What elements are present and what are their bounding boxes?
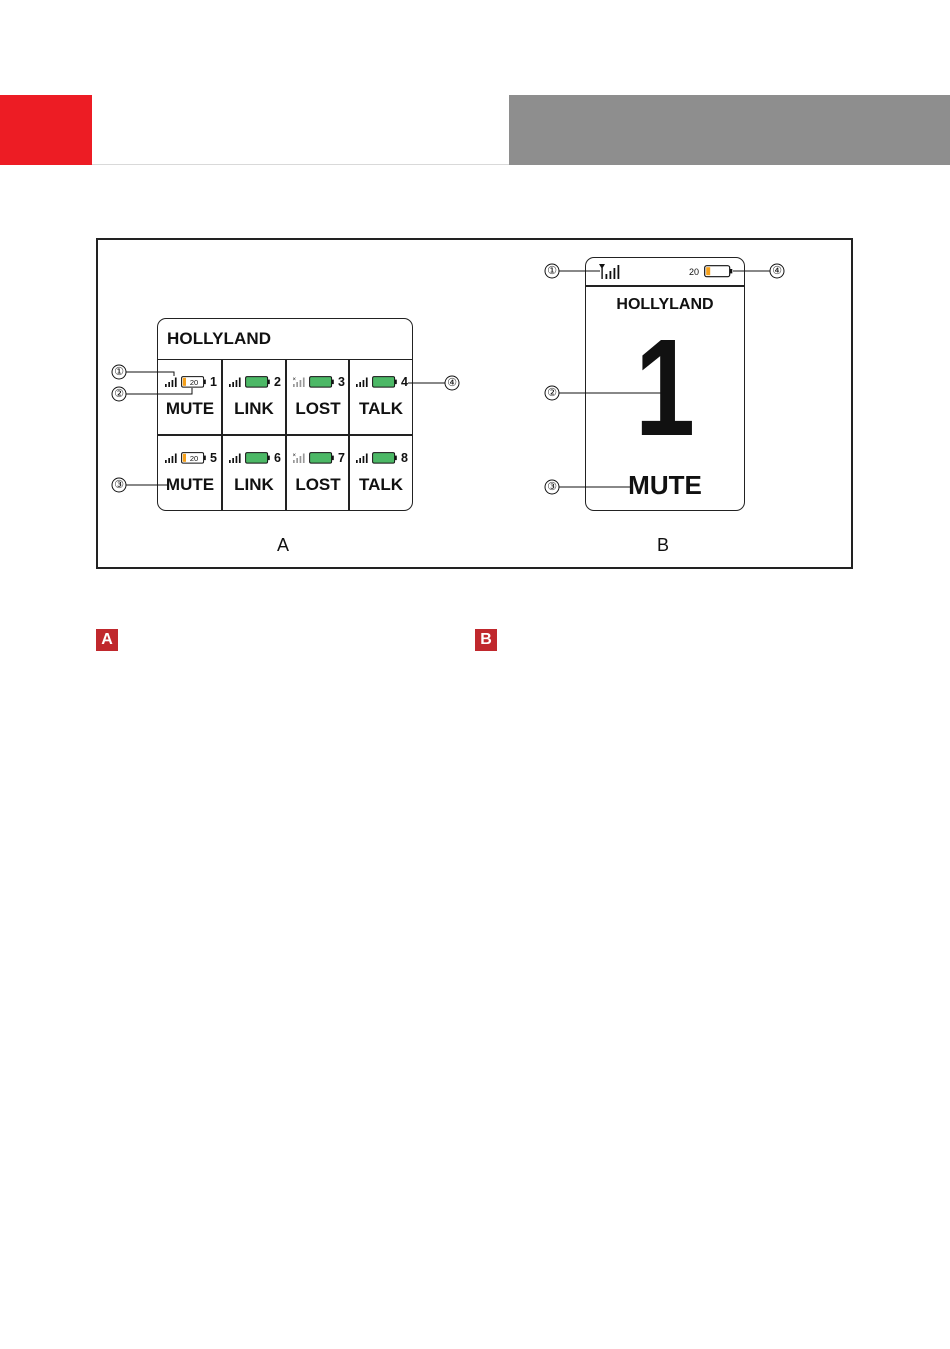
channel-cell xyxy=(158,359,222,435)
battery-percent: 20 xyxy=(689,267,700,277)
battery-icon xyxy=(372,376,396,388)
channel-state: TALK xyxy=(358,475,404,494)
battery-percent: 20 xyxy=(189,378,199,387)
battery-percent: 20 xyxy=(189,454,199,463)
channel-state: TALK xyxy=(358,399,404,418)
callout-4: ④ xyxy=(772,265,782,277)
screen-a-display xyxy=(157,318,413,511)
channel-state: MUTE xyxy=(165,399,215,418)
caption-a: A xyxy=(277,535,290,555)
signal-icon xyxy=(165,376,179,388)
channel-state: MUTE xyxy=(628,470,702,500)
status-divider xyxy=(586,285,744,287)
channel-state: LINK xyxy=(234,399,274,418)
signal-icon xyxy=(599,263,621,280)
callout-2: ② xyxy=(114,388,124,400)
channel-status-row xyxy=(286,376,350,389)
channel-number: 7 xyxy=(338,451,345,465)
section-tag-a: A xyxy=(96,629,118,651)
signal-icon xyxy=(229,376,243,388)
callout-1: ① xyxy=(114,366,124,378)
channel-cell xyxy=(222,435,286,511)
channel-cell xyxy=(286,435,350,511)
callout-2: ② xyxy=(547,387,557,399)
channel-status-row xyxy=(158,452,222,465)
channel-state: MUTE xyxy=(165,475,215,494)
callout-3: ③ xyxy=(547,481,557,493)
channel-status-row xyxy=(349,376,413,389)
callout-3: ③ xyxy=(114,479,124,491)
callout-4: ④ xyxy=(447,377,457,389)
channel-status-row xyxy=(158,376,222,389)
signal-icon xyxy=(356,452,370,464)
header-divider xyxy=(92,164,509,165)
channel-status-row xyxy=(222,376,286,389)
battery-icon xyxy=(181,376,205,388)
channel-number: 1 xyxy=(210,375,217,389)
battery-icon xyxy=(309,376,333,388)
screen-b-brand: HOLLYLAND xyxy=(616,296,714,313)
svg-text:×: × xyxy=(292,377,297,383)
signal-icon xyxy=(229,452,243,464)
channel-cell xyxy=(286,359,350,435)
channel-number: 8 xyxy=(401,451,408,465)
channel-cell xyxy=(349,359,413,435)
channel-state: LOST xyxy=(295,399,341,418)
battery-icon xyxy=(245,376,269,388)
channel-number: 6 xyxy=(274,451,281,465)
screen-b-display xyxy=(585,257,745,511)
channel-number: 3 xyxy=(338,375,345,389)
channel-status-row xyxy=(286,452,350,465)
battery-icon xyxy=(372,452,396,464)
callout-1: ① xyxy=(547,265,557,277)
channel-cell xyxy=(349,435,413,511)
channel-state: LOST xyxy=(295,475,341,494)
header-red-block xyxy=(0,95,92,165)
channel-state: LINK xyxy=(234,475,274,494)
battery-icon xyxy=(181,452,205,464)
caption-b: B xyxy=(657,535,670,555)
channel-status-row xyxy=(349,452,413,465)
section-tag-b: B xyxy=(475,629,497,651)
channel-number: 4 xyxy=(401,375,408,389)
channel-status-row xyxy=(222,452,286,465)
signal-icon xyxy=(293,452,307,464)
channel-number: 5 xyxy=(210,451,217,465)
channel-cell xyxy=(222,359,286,435)
channel-cell xyxy=(158,435,222,511)
svg-text:×: × xyxy=(292,453,297,459)
header-gray-block xyxy=(509,95,950,165)
battery-icon xyxy=(704,265,734,278)
signal-icon xyxy=(165,452,179,464)
channel-number: 2 xyxy=(274,375,281,389)
battery-icon xyxy=(245,452,269,464)
battery-icon xyxy=(309,452,333,464)
screen-a-brand: HOLLYLAND xyxy=(167,329,272,348)
channel-number: 1 xyxy=(635,311,695,465)
signal-icon xyxy=(356,376,370,388)
signal-icon xyxy=(293,376,307,388)
